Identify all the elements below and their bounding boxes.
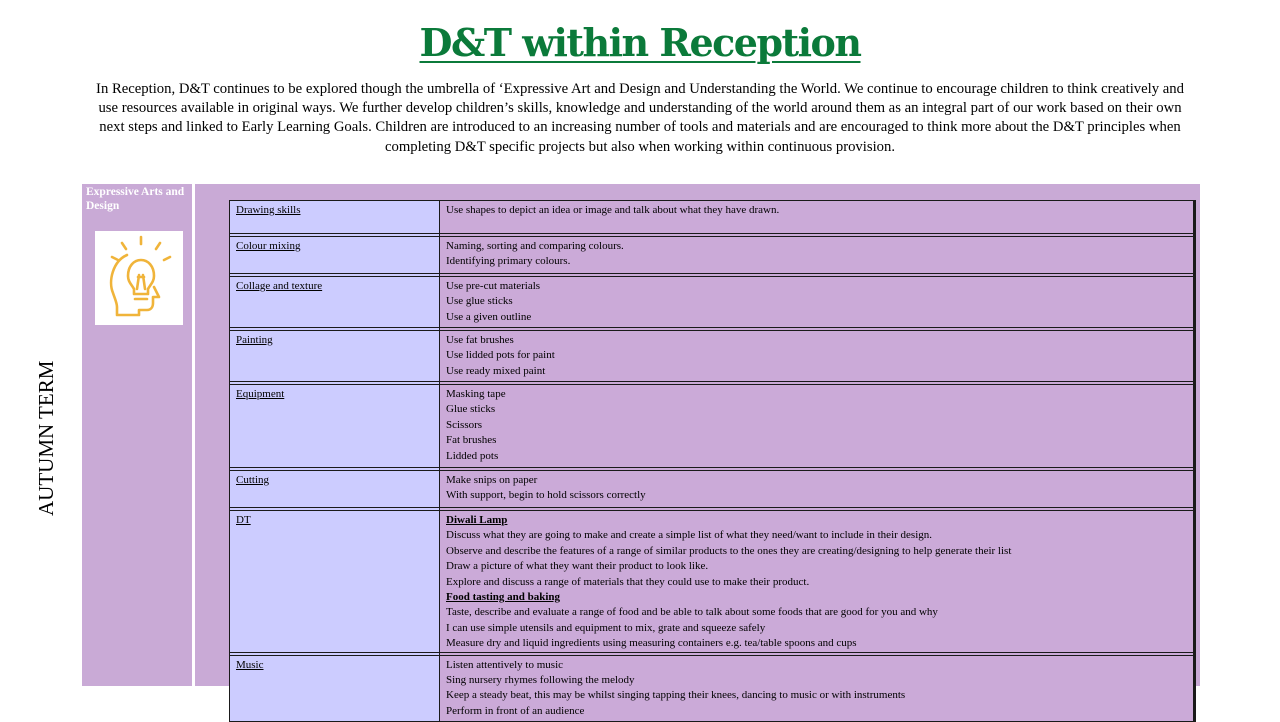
category-label: Drawing skills xyxy=(236,204,301,216)
detail-line: Glue sticks xyxy=(446,403,496,416)
category-cell xyxy=(230,237,440,274)
category-label: Equipment xyxy=(236,388,285,400)
detail-line: Keep a steady beat, this may be whilst singing tapping their knees, dancing to music or with instruments xyxy=(446,689,906,702)
category-cell xyxy=(230,511,440,653)
detail-line: Use a given outline xyxy=(446,310,532,323)
table-row xyxy=(230,655,1195,721)
table-row xyxy=(230,331,1195,382)
detail-line: Use pre-cut materials xyxy=(446,280,541,292)
icon-box xyxy=(95,231,183,325)
table-row xyxy=(230,471,1195,508)
page-title: D&T within Reception xyxy=(419,20,861,65)
detail-cell xyxy=(440,471,1195,508)
table-row xyxy=(230,201,1195,234)
category-cell xyxy=(230,471,440,508)
detail-line: Use glue sticks xyxy=(446,295,513,308)
side-panel xyxy=(82,184,192,686)
detail-line: Use lidded pots for paint xyxy=(446,349,555,362)
detail-cell xyxy=(440,237,1195,274)
detail-line: Discuss what they are going to make and create a simple list of what they need/want to include in their design. xyxy=(446,529,933,542)
detail-line: Naming, sorting and comparing colours. xyxy=(446,240,624,252)
category-cell xyxy=(230,201,440,234)
category-label: Painting xyxy=(236,334,273,346)
detail-line: Use ready mixed paint xyxy=(446,364,546,377)
detail-line: Fat brushes xyxy=(446,434,497,447)
detail-line: Lidded pots xyxy=(446,449,499,462)
detail-line: Use fat brushes xyxy=(446,334,514,346)
detail-line: Explore and discuss a range of materials that they could use to make their product. xyxy=(446,575,810,588)
term-label: AUTUMN TERM xyxy=(34,360,58,516)
detail-cell xyxy=(440,511,1195,653)
detail-cell xyxy=(440,201,1195,234)
detail-line: Scissors xyxy=(446,418,483,431)
detail-line: With support, begin to hold scissors correctly xyxy=(446,489,646,502)
category-label: Cutting xyxy=(236,474,270,486)
table-row xyxy=(230,511,1195,653)
curriculum-table xyxy=(229,200,1196,722)
detail-line: Measure dry and liquid ingredients using measuring containers e.g. tea/table spoons and cups xyxy=(446,637,857,650)
table-row xyxy=(230,237,1195,274)
table-row xyxy=(230,277,1195,328)
detail-line: Make snips on paper xyxy=(446,474,538,486)
detail-line: Taste, describe and evaluate a range of food and be able to talk about some foods that are good for you and why xyxy=(446,606,938,619)
category-cell xyxy=(230,331,440,382)
detail-line: Observe and describe the features of a range of similar products to the ones they are creating/designing to help generate their list xyxy=(446,544,1012,557)
category-label: Music xyxy=(236,658,264,671)
lightbulb-head-icon xyxy=(95,231,183,325)
detail-line: Sing nursery rhymes following the melody xyxy=(446,674,635,687)
table-row xyxy=(230,385,1195,468)
category-cell xyxy=(230,655,440,721)
area-label: Expressive Arts and Design xyxy=(86,186,185,212)
detail-cell xyxy=(440,655,1195,721)
detail-line: Masking tape xyxy=(446,388,506,400)
detail-line: Use shapes to depict an idea or image and talk about what they have drawn. xyxy=(446,204,780,216)
detail-line: Perform in front of an audience xyxy=(446,704,585,717)
category-cell xyxy=(230,277,440,328)
category-label: Colour mixing xyxy=(236,240,301,252)
detail-line: I can use simple utensils and equipment to mix, grate and squeeze safely xyxy=(446,621,766,634)
category-label: DT xyxy=(236,514,251,526)
detail-line: Identifying primary colours. xyxy=(446,255,571,268)
detail-heading: Food tasting and baking xyxy=(446,591,561,604)
detail-line: Listen attentively to music xyxy=(446,658,564,671)
category-cell xyxy=(230,385,440,468)
detail-cell xyxy=(440,331,1195,382)
detail-cell xyxy=(440,385,1195,468)
detail-line: Draw a picture of what they want their product to look like. xyxy=(446,560,709,573)
detail-heading: Diwali Lamp xyxy=(446,514,508,526)
category-label: Collage and texture xyxy=(236,280,323,292)
intro-paragraph: In Reception, D&T continues to be explored though the umbrella of ‘Expressive Art and Design and Understanding the World. We continue to encourage children to think creatively and use resources available in original ways. We further develop children’s skills, knowledge and understanding of the world around them as an integral part of our work based on their own next steps and linked to Early Learning Goals. Children are introduced to an increasing number of tools and materials and are encouraged to think more about the D&T principles when completing D&T specific projects but also when working within continuous provision. xyxy=(96,81,1184,155)
detail-cell xyxy=(440,277,1195,328)
